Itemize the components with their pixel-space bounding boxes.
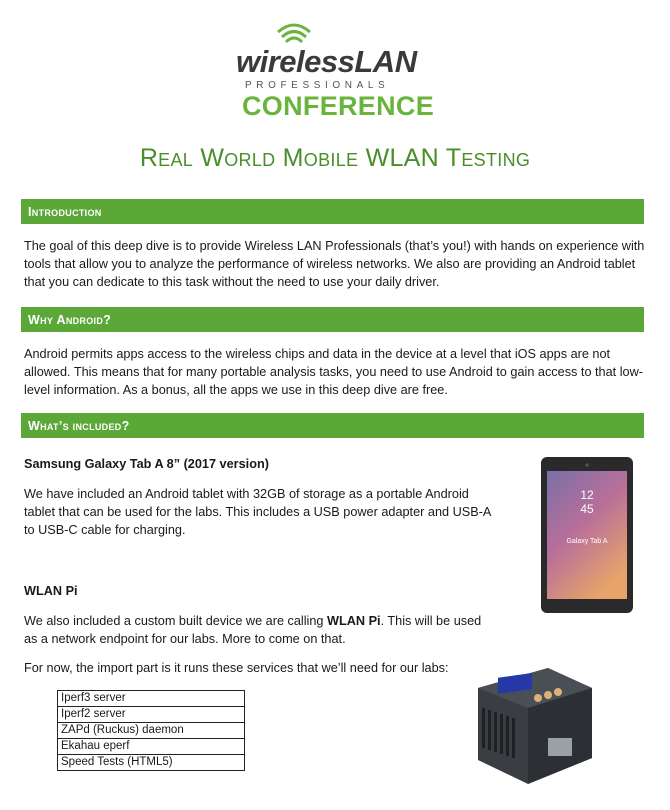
why-android-paragraph: Android permits apps access to the wireless chips and data in the device at a level that iOS apps are not allowed. This means that for many portable analysis tasks, you need to use Android to gain access to that low-level information. As a bonus, all the apps we use in this deep dive are free. [24,347,643,397]
wifi-wave-icon [272,22,312,44]
intro-paragraph: The goal of this deep dive is to provide Wireless LAN Professionals (that’s you!) with hands on experience with tools that allow you to analyze the performance of wireless networks. We also are providing an Android tablet that you can dedicate to this task without the need to use your daily driver. [24,239,645,289]
services-intro: For now, the import part is it runs these services that we’ll need for our labs: [24,661,449,675]
section-heading-why-android: Why Android? [21,307,644,332]
wlan-pi-text-bold: WLAN Pi [327,614,381,628]
table-row [58,723,245,739]
conference-logo [236,22,436,121]
wlan-pi-paragraph [24,612,494,648]
service-cell: ZAPd (Ruckus) daemon [58,723,245,739]
service-cell: Speed Tests (HTML5) [58,755,245,771]
galaxy-tablet-image [541,457,633,613]
section-heading-introduction: Introduction [21,199,644,224]
tablet-heading: Samsung Galaxy Tab A 8” (2017 version) [24,457,269,471]
tablet-brand-text: Galaxy Tab A [566,538,608,545]
wlan-pi-device-image [468,648,598,788]
document-title: Real World Mobile WLAN Testing [139,144,531,172]
services-table [57,690,245,771]
service-cell: Iperf2 server [58,707,245,723]
service-cell: Iperf3 server [58,691,245,707]
service-cell: Ekahau eperf [58,739,245,755]
tablet-clock-hour: 12 [580,488,594,502]
tablet-paragraph: We have included an Android tablet with 32GB of storage as a portable Android tablet that can be used for the labs. This includes a USB power adapter and USB-A to USB-C cable for charging. [24,487,491,537]
logo-conference: CONFERENCE [242,91,435,121]
wlan-pi-text-pre: We also included a custom built device we are calling [24,614,328,628]
table-row [58,739,245,755]
section-heading-whats-included: What’s included? [21,413,644,438]
tablet-clock-minute: 45 [580,502,594,516]
table-row [58,707,245,723]
wlan-pi-heading: WLAN Pi [24,584,78,598]
table-row [58,691,245,707]
logo-subline: PROFESSIONALS [245,80,390,91]
table-row [58,755,245,771]
wlan-pi-text-post: . This will be used as a network endpoint for our labs. More to come on that. [24,614,482,646]
logo-wordmark: wirelessLAN [236,44,417,79]
